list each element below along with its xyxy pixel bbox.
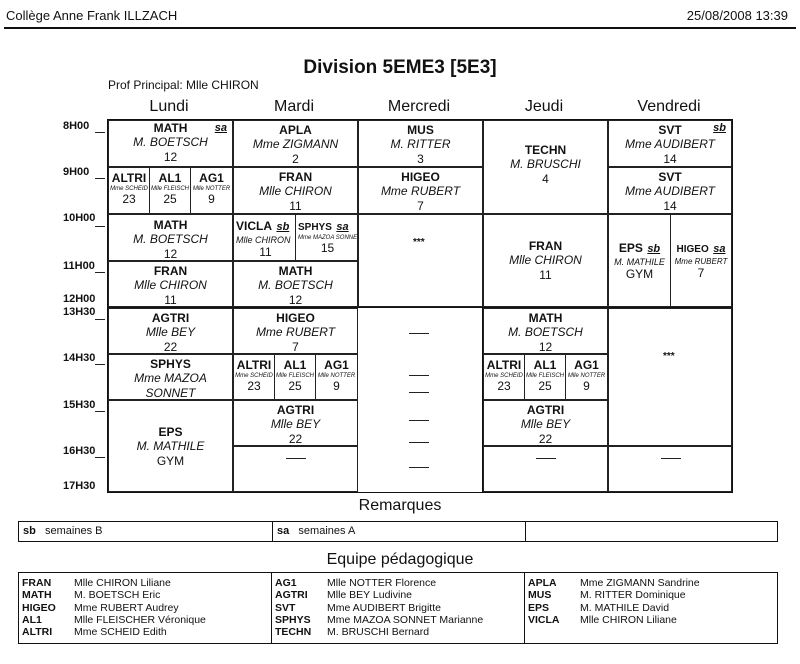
room: 9 <box>208 191 215 206</box>
time-label: 14H30 <box>63 352 96 364</box>
slot-wednesday-8h[interactable] <box>358 120 483 167</box>
header-divider <box>4 27 796 29</box>
room: 12 <box>288 292 303 307</box>
subject: ALTRI <box>486 358 522 372</box>
team-row <box>22 602 268 614</box>
teacher: Mme AUDIBERT <box>624 137 715 152</box>
empty-dash <box>409 467 429 468</box>
teacher-name: Mlle BEY Ludivine <box>327 589 413 602</box>
day-tuesday: Mardi <box>273 98 314 115</box>
group-altri[interactable] <box>234 355 275 399</box>
group-eps[interactable] <box>609 215 671 306</box>
subject-code: AG1 <box>275 577 297 589</box>
subject-code: FRAN <box>22 577 52 589</box>
subject-code: SPHYS <box>275 613 311 626</box>
subject: FRAN <box>278 170 313 184</box>
team-row <box>275 614 521 626</box>
room: 7 <box>697 265 705 280</box>
teacher: Mlle CHIRON <box>236 235 291 246</box>
room: 9 <box>333 378 340 393</box>
subject: AGTRI <box>526 403 565 417</box>
hour-tick <box>95 319 105 320</box>
hour-tick <box>95 364 105 365</box>
subject: EPS <box>618 241 643 255</box>
subject: ALTRI <box>236 358 272 372</box>
teacher: M. RITTER <box>390 137 451 152</box>
empty-dash <box>409 442 429 443</box>
group-al1[interactable] <box>525 355 566 399</box>
subject: AG1 <box>324 358 349 372</box>
time-label: 10H00 <box>63 212 96 224</box>
group-ag1[interactable] <box>566 355 607 399</box>
group-al1[interactable] <box>150 168 191 213</box>
team-row <box>528 602 774 614</box>
room: 23 <box>247 378 261 393</box>
slot-monday-10h[interactable] <box>108 214 233 261</box>
teacher: Mlle FLEISCH <box>150 185 189 192</box>
team-column <box>525 573 777 643</box>
teacher: Mlle BEY <box>270 417 321 432</box>
group-altri[interactable] <box>484 355 525 399</box>
team-row <box>275 626 521 638</box>
subject-code: AL1 <box>22 613 42 626</box>
room: 25 <box>288 378 302 393</box>
slot-friday-9h[interactable] <box>608 167 732 214</box>
time-label: 16H30 <box>63 445 96 457</box>
room: 22 <box>288 431 303 446</box>
remark-label: semaines B <box>45 525 103 537</box>
room: 11 <box>259 244 272 259</box>
time-label: 8H00 <box>63 120 90 132</box>
subject: MUS <box>407 123 434 137</box>
subject: SPHYS <box>298 222 332 233</box>
subject: MATH <box>278 264 313 278</box>
subject: AG1 <box>199 171 224 185</box>
room: 12 <box>538 339 553 354</box>
slot-tuesday-10h[interactable] <box>233 214 358 261</box>
teacher: Mlle NOTTER <box>192 185 231 192</box>
teacher: Mlle CHIRON <box>509 253 582 268</box>
subject-code: EPS <box>528 601 550 614</box>
group-ag1[interactable] <box>316 355 357 399</box>
subject: AL1 <box>158 171 182 185</box>
group-altri[interactable] <box>109 168 150 213</box>
room: 7 <box>417 198 424 213</box>
subject-code: TECHN <box>275 626 312 639</box>
remark-item <box>19 522 273 541</box>
slot-friday-afternoon[interactable] <box>608 308 732 446</box>
week-marker: sb <box>647 243 661 255</box>
empty-dash <box>536 458 556 459</box>
team-row <box>528 589 774 601</box>
room: 11 <box>164 292 177 307</box>
time-label: 11H00 <box>63 260 95 272</box>
subject: AL1 <box>283 358 307 372</box>
subject: TECHN <box>524 143 567 157</box>
team-row <box>528 577 774 589</box>
empty-dash <box>409 420 429 421</box>
teacher: M. BOETSCH <box>133 135 208 150</box>
hour-tick <box>95 178 105 179</box>
teacher-name: Mme AUDIBERT Brigitte <box>327 601 441 614</box>
subject: VICLA <box>236 219 272 233</box>
subject-code: VICLA <box>528 613 560 626</box>
slot-monday-8h[interactable] <box>108 120 233 167</box>
day-wednesday: Mercredi <box>387 98 451 115</box>
room: 25 <box>538 378 552 393</box>
teacher: M. BOETSCH <box>133 232 208 247</box>
subject: MATH <box>528 311 563 325</box>
slot-monday-15h30[interactable] <box>108 400 233 492</box>
room: GYM <box>625 266 654 281</box>
slot-thursday-10h[interactable] <box>483 214 608 307</box>
slot-wednesday-9h[interactable] <box>358 167 483 214</box>
room: 23 <box>122 191 136 206</box>
slot-wednesday-late-morning[interactable] <box>358 214 483 307</box>
empty-dash <box>409 375 429 376</box>
free-marker: *** <box>663 351 675 362</box>
day-thursday: Jeudi <box>524 98 564 115</box>
room: 11 <box>289 198 302 213</box>
teacher: M. MATHILE <box>136 439 205 454</box>
teacher: M. BOETSCH <box>508 325 583 340</box>
time-label: 17H30 <box>63 480 96 492</box>
page-title: Division 5EME3 [5E3] <box>303 57 497 78</box>
teacher-name: Mlle NOTTER Florence <box>327 577 437 589</box>
week-marker: sa <box>336 221 349 233</box>
slot-tuesday-14h30[interactable] <box>233 354 358 400</box>
slot-monday-9h[interactable] <box>108 167 233 214</box>
room: 23 <box>497 378 511 393</box>
week-marker: sb <box>713 122 726 134</box>
teacher: Mlle FLEISCH <box>525 372 564 379</box>
teacher: Mlle NOTTER <box>317 372 356 379</box>
subject: FRAN <box>528 239 563 253</box>
room: 25 <box>163 191 177 206</box>
teacher: Mme SCHEID <box>110 185 148 192</box>
prof-principal: Prof Principal: Mlle CHIRON <box>108 78 259 92</box>
teacher-name: Mme RUBERT Audrey <box>74 601 179 614</box>
subject: SVT <box>658 170 682 184</box>
team-row <box>22 626 268 638</box>
team-row <box>528 614 774 626</box>
teacher-name: Mme SCHEID Edith <box>74 626 167 639</box>
remark-label: semaines A <box>298 525 356 537</box>
remark-item <box>273 522 526 541</box>
free-marker: *** <box>413 237 425 248</box>
team-title: Equipe pédagogique <box>326 551 474 568</box>
teacher: Mlle CHIRON <box>259 184 332 199</box>
time-label: 12H00 <box>63 293 96 305</box>
room: 14 <box>663 198 677 213</box>
room: GYM <box>156 453 185 468</box>
team-row <box>22 614 268 626</box>
subject: HIGEO <box>676 244 709 255</box>
teacher: Mlle NOTTER <box>567 372 606 379</box>
team-row <box>275 589 521 601</box>
remarks-table <box>18 521 778 542</box>
teacher-name: Mlle CHIRON Liliane <box>74 577 171 589</box>
teacher: Mme MAZOA SONNE <box>298 235 358 242</box>
slot-thursday-16h30-empty[interactable] <box>483 446 608 492</box>
subject: AGTRI <box>151 311 190 325</box>
slot-tuesday-8h[interactable] <box>233 120 358 167</box>
group-al1[interactable] <box>275 355 316 399</box>
teacher-name: Mlle CHIRON Liliane <box>580 613 677 626</box>
room: 22 <box>538 431 553 446</box>
slot-monday-14h30[interactable] <box>108 354 233 400</box>
school-name: Collège Anne Frank ILLZACH <box>6 8 178 23</box>
slot-tuesday-9h[interactable] <box>233 167 358 214</box>
slot-tuesday-11h[interactable] <box>233 261 358 307</box>
slot-tuesday-16h30-empty[interactable] <box>233 446 358 492</box>
teacher: Mme SCHEID <box>485 372 523 379</box>
hour-tick <box>95 411 105 412</box>
team-column <box>19 573 272 643</box>
print-datetime: 25/08/2008 13:39 <box>686 8 788 23</box>
group-vicla[interactable] <box>234 215 296 260</box>
room: 12 <box>163 149 178 164</box>
team-row <box>22 577 268 589</box>
subject: SPHYS <box>150 357 191 371</box>
subject-code: MUS <box>528 589 552 602</box>
group-sphys[interactable] <box>296 215 357 260</box>
day-monday: Lundi <box>149 98 189 115</box>
teacher: M. BRUSCHI <box>510 157 581 172</box>
slot-thursday-14h30[interactable] <box>483 354 608 400</box>
slot-tuesday-15h30[interactable] <box>233 400 358 446</box>
subject: SVT <box>658 123 682 137</box>
remark-code: sa <box>277 525 290 537</box>
team-row <box>275 602 521 614</box>
teacher: Mme RUBERT <box>380 184 461 199</box>
time-label: 9H00 <box>63 166 90 178</box>
room: 15 <box>320 241 335 256</box>
team-table <box>18 572 778 644</box>
timetable-grid <box>107 119 733 493</box>
teacher-name: M. MATHILE David <box>580 601 670 614</box>
teacher: Mme RUBERT <box>255 325 336 340</box>
subject-code: APLA <box>528 577 557 589</box>
teacher: Mlle CHIRON <box>134 278 207 293</box>
subject-code: AGTRI <box>275 589 308 602</box>
slot-friday-8h[interactable] <box>608 120 732 167</box>
teacher: M. MATHILE <box>614 257 665 268</box>
teacher-name: M. BRUSCHI Bernard <box>327 626 430 639</box>
subject: APLA <box>279 123 312 137</box>
team-column <box>272 573 525 643</box>
subject: AG1 <box>574 358 599 372</box>
room: 11 <box>539 267 552 282</box>
group-higeo[interactable] <box>671 215 731 306</box>
teacher-name: M. RITTER Dominique <box>580 589 686 602</box>
subject-code: ALTRI <box>22 626 53 639</box>
teacher: M. BOETSCH <box>258 278 333 293</box>
slot-thursday-15h30[interactable] <box>483 400 608 446</box>
subject: ALTRI <box>111 171 147 185</box>
teacher-name: Mme ZIGMANN Sandrine <box>580 577 700 589</box>
subject-code: MATH <box>22 589 52 602</box>
subject: FRAN <box>153 264 188 278</box>
teacher: Mlle FLEISCH <box>275 372 314 379</box>
hour-tick <box>95 457 105 458</box>
subject-code: HIGEO <box>22 601 56 614</box>
slot-monday-11h[interactable] <box>108 261 233 307</box>
slot-friday-16h30-empty[interactable] <box>608 446 732 492</box>
slot-monday-13h30[interactable] <box>108 308 233 354</box>
room: 14 <box>663 151 677 166</box>
room: 12 <box>163 246 178 261</box>
subject: AL1 <box>533 358 557 372</box>
hour-tick <box>95 272 105 273</box>
subject: MATH <box>153 218 188 232</box>
room: 22 <box>163 339 178 354</box>
teacher: Mlle BEY <box>520 417 571 432</box>
subject: AGTRI <box>276 403 315 417</box>
hour-tick <box>95 226 105 227</box>
day-friday: Vendredi <box>637 98 701 115</box>
subject: MATH <box>153 121 188 135</box>
team-row <box>275 577 521 589</box>
teacher-name: M. BOETSCH Eric <box>74 589 161 602</box>
teacher: Mlle BEY <box>145 325 196 340</box>
week-marker: sa <box>214 122 227 134</box>
teacher: Mme MAZOA SONNET <box>134 371 207 400</box>
teacher: Mme ZIGMANN <box>252 137 339 152</box>
hour-tick <box>95 132 105 133</box>
room: 7 <box>292 339 299 354</box>
time-label: 13H30 <box>63 306 96 318</box>
team-row <box>22 589 268 601</box>
slot-thursday-13h30[interactable] <box>483 308 608 354</box>
room: 9 <box>583 378 590 393</box>
subject: EPS <box>158 425 183 439</box>
teacher: Mme AUDIBERT <box>624 184 715 199</box>
teacher-name: Mlle FLEISCHER Véronique <box>74 613 206 626</box>
slot-friday-10h[interactable] <box>608 214 732 307</box>
room: 2 <box>292 151 299 166</box>
empty-dash <box>661 458 681 459</box>
remarks-title: Remarques <box>358 497 442 514</box>
teacher: Mme SCHEID <box>235 372 273 379</box>
subject-code: SVT <box>275 601 296 614</box>
time-label: 15H30 <box>63 399 96 411</box>
remark-item-empty <box>526 522 777 541</box>
room: 3 <box>417 151 424 166</box>
subject: HIGEO <box>276 311 315 325</box>
week-marker: sb <box>276 221 290 233</box>
empty-dash <box>409 333 429 334</box>
week-marker: sa <box>713 243 726 255</box>
teacher-name: Mme MAZOA SONNET Marianne <box>327 613 484 626</box>
slot-tuesday-13h30[interactable] <box>233 308 358 354</box>
teacher: Mme RUBERT <box>674 257 728 267</box>
room: 4 <box>542 171 549 186</box>
remark-code: sb <box>23 525 36 537</box>
slot-thursday-8h[interactable] <box>483 120 608 214</box>
group-ag1[interactable] <box>191 168 232 213</box>
subject: HIGEO <box>401 170 440 184</box>
empty-dash <box>286 458 306 459</box>
empty-dash <box>409 392 429 393</box>
